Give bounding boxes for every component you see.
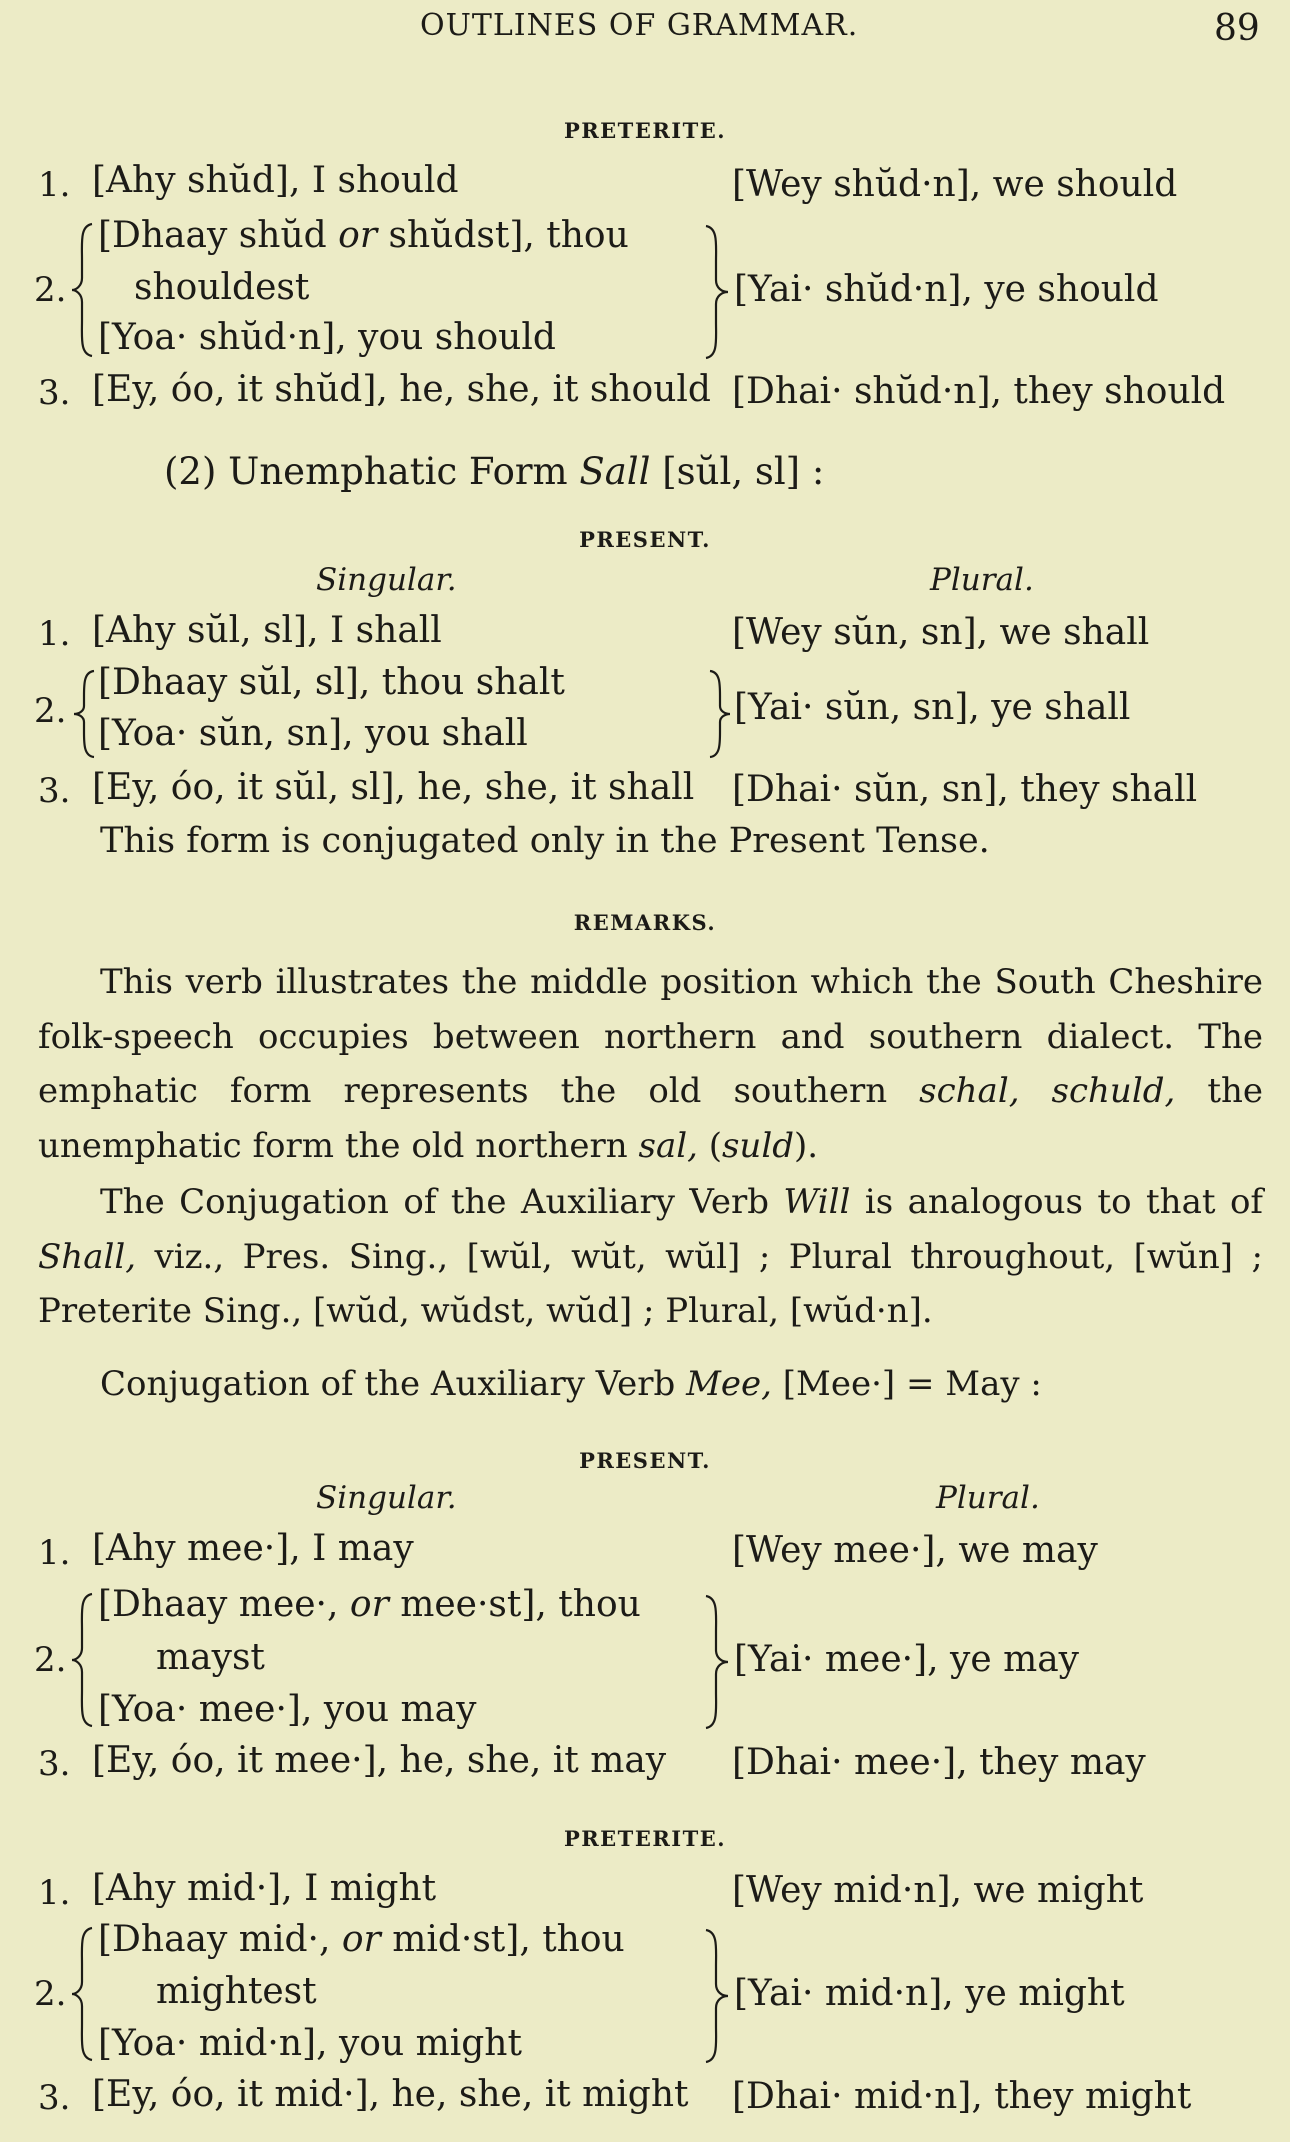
singular-form-line: [Dhaay shŭd or shŭdst], thou [98, 215, 629, 256]
running-head: OUTLINES OF GRAMMAR. [420, 8, 859, 43]
singular-form-line: [Yoa· shŭd·n], you should [98, 317, 556, 358]
singular-form: [Ahy shŭd], I should [92, 160, 459, 201]
remarks-heading: REMARKS. [573, 910, 717, 935]
singular-form-line: shouldest [134, 267, 310, 308]
singular-form: [Ey, óo, it mid·], he, she, it might [92, 2074, 689, 2115]
row-number: 3. [38, 2078, 71, 2118]
page-number: 89 [1214, 8, 1260, 49]
plural-form: [Dhai· mee·], they may [732, 1742, 1146, 1783]
singular-form-line: [Dhaay mee·, or mee·st], thou [98, 1584, 641, 1625]
plural-form: [Wey mee·], we may [732, 1530, 1098, 1571]
preterite-heading: PRETERITE. [563, 118, 727, 143]
left-brace [70, 1924, 100, 2064]
preterite-heading: PRETERITE. [563, 1826, 727, 1851]
row-number: 1. [38, 614, 71, 654]
plural-form: [Wey sŭn, sn], we shall [732, 612, 1150, 653]
plural-form: [Dhai· shŭd·n], they should [732, 371, 1226, 412]
row-number: 3. [38, 771, 71, 811]
present-heading: PRESENT. [579, 527, 711, 552]
plural-form: [Wey shŭd·n], we should [732, 164, 1178, 205]
singular-form: [Ey, óo, it sŭl, sl], he, she, it shall [92, 767, 695, 808]
plural-label: Plural. [930, 562, 1034, 598]
singular-label: Singular. [316, 1480, 457, 1516]
remarks-paragraph-2: The Conjugation of the Auxiliary Verb Will is analogous to that of Shall, viz., Pres. Sing., [wŭl, wŭt, wŭl] ; Plural throughout, [wŭn] ; Preterite Sing., [wŭd, wŭdst, wŭd] ; Plural, [wŭd·n]. [38, 1182, 1264, 1331]
row-number: 2. [34, 270, 67, 310]
left-brace [70, 220, 100, 360]
row-number: 1. [38, 1873, 71, 1913]
present-heading: PRESENT. [579, 1448, 711, 1473]
tense-note: This form is conjugated only in the Present Tense. [100, 821, 990, 861]
plural-form: [Yai· shŭd·n], ye should [734, 269, 1159, 310]
singular-form-line: mayst [156, 1637, 265, 1678]
singular-form: [Ahy mee·], I may [92, 1528, 414, 1569]
plural-form: [Yai· mee·], ye may [734, 1639, 1080, 1680]
plural-label: Plural. [936, 1480, 1040, 1516]
right-brace [700, 1926, 730, 2066]
plural-form: [Dhai· sŭn, sn], they shall [732, 769, 1198, 810]
left-brace [72, 668, 100, 760]
singular-form-line: [Yoa· mee·], you may [98, 1689, 477, 1730]
singular-form: [Ahy sŭl, sl], I shall [92, 610, 442, 651]
remarks-paragraph-1: This verb illustrates the middle position which the South Cheshire folk-speech occupies between northern and southern dialect. The emphatic form represents the old southern schal, schuld, the unemphatic form the old northern sal, (suld). [38, 962, 1264, 1166]
plural-form: [Yai· sŭn, sn], ye shall [734, 687, 1131, 728]
row-number: 3. [38, 373, 71, 413]
left-brace [70, 1590, 100, 1730]
plural-form: [Dhai· mid·n], they might [732, 2076, 1192, 2117]
singular-form-line: [Dhaay sŭl, sl], thou shalt [98, 662, 565, 703]
singular-form-line: mightest [156, 1971, 317, 2012]
row-number: 2. [34, 1974, 67, 2014]
row-number: 1. [38, 165, 71, 205]
singular-form: [Ahy mid·], I might [92, 1868, 437, 1909]
subsection-title: (2) Unemphatic Form Sall [sŭl, sl] : [164, 450, 825, 493]
row-number: 2. [34, 1640, 67, 1680]
plural-form: [Wey mid·n], we might [732, 1870, 1144, 1911]
row-number: 3. [38, 1744, 71, 1784]
right-brace [700, 1592, 730, 1732]
singular-label: Singular. [316, 562, 457, 598]
singular-form: [Ey, óo, it shŭd], he, she, it should [92, 369, 711, 410]
singular-form-line: [Yoa· mid·n], you might [98, 2023, 522, 2064]
singular-form-line: [Dhaay mid·, or mid·st], thou [98, 1919, 625, 1960]
remarks-paragraph-3: Conjugation of the Auxiliary Verb Mee, [Mee·] = May : [100, 1364, 1042, 1404]
row-number: 1. [38, 1533, 71, 1573]
row-number: 2. [34, 691, 67, 731]
right-brace [704, 668, 732, 760]
right-brace [700, 222, 730, 362]
singular-form-line: [Yoa· sŭn, sn], you shall [98, 713, 528, 754]
plural-form: [Yai· mid·n], ye might [734, 1973, 1125, 2014]
singular-form: [Ey, óo, it mee·], he, she, it may [92, 1740, 667, 1781]
